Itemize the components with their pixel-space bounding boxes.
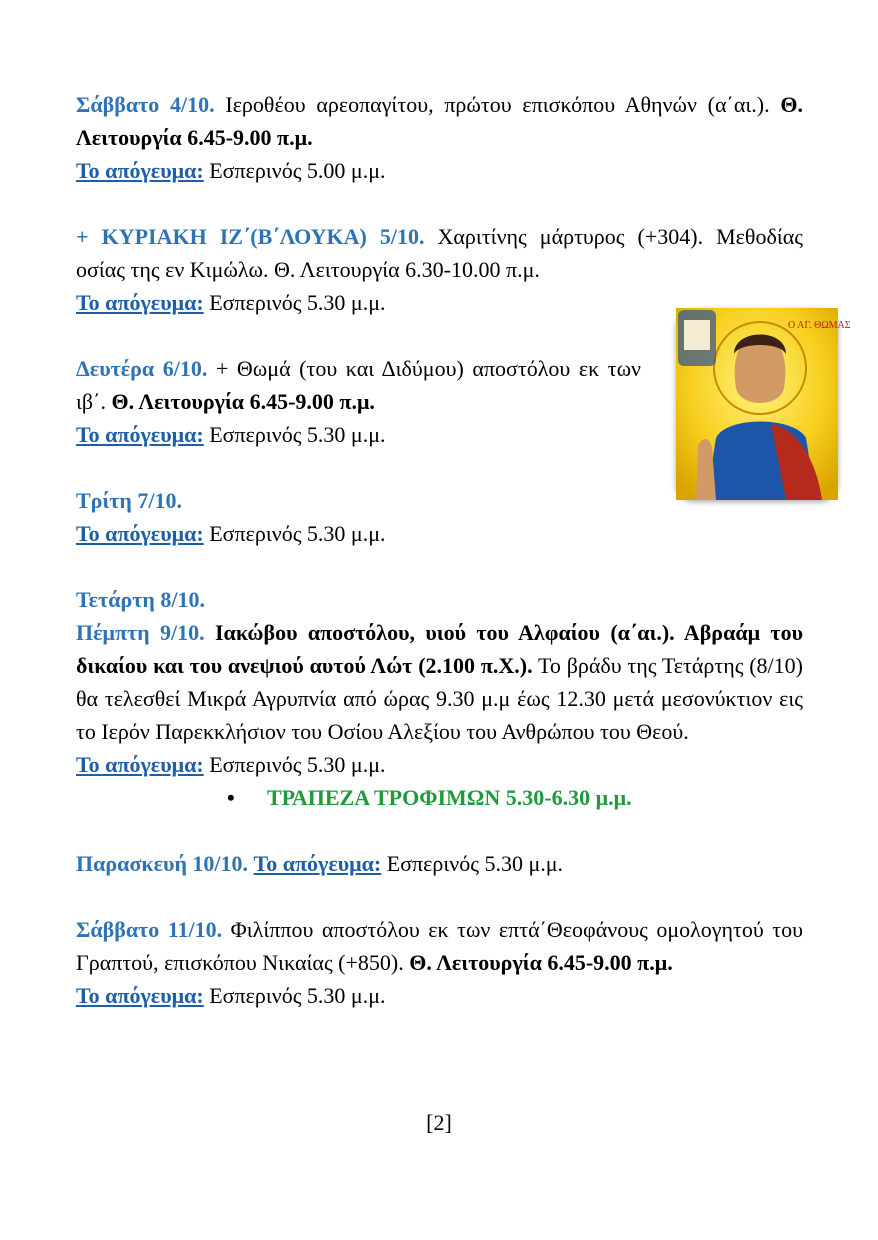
- entry-friday-10-10: [76, 847, 803, 880]
- day-heading: Παρασκευή 10/10.: [76, 851, 249, 876]
- bullet-dot-icon: •: [227, 785, 235, 810]
- food-bank-bullet: [76, 781, 803, 814]
- saint-thomas-icon-image: [676, 308, 851, 500]
- entry-text: Φιλίππου αποστόλου εκ των επτά΄Θεοφάνους ομολογητού του Γραπτού, επισκόπου Νικαίας (+850).: [76, 917, 803, 975]
- vespers-time: Εσπερινός 5.30 μ.μ.: [209, 752, 386, 777]
- food-bank-text: ΤΡΑΠΕΖΑ ΤΡΟΦΙΜΩΝ 5.30-6.30 μ.μ.: [267, 785, 632, 810]
- day-heading-thursday: Πέμπτη 9/10.: [76, 620, 205, 645]
- day-heading: Σάββατο 4/10.: [76, 92, 215, 117]
- liturgy-time: Θ. Λειτουργία 6.45-9.00 π.μ.: [409, 950, 673, 975]
- page-number: [2]: [426, 1110, 452, 1135]
- liturgy-time: Θ. Λειτουργία 6.45-9.00 π.μ.: [111, 389, 375, 414]
- day-heading: Σάββατο 11/10.: [76, 917, 223, 942]
- afternoon-link[interactable]: Το απόγευμα:: [76, 290, 204, 315]
- vespers-time: Εσπερινός 5.00 μ.μ.: [209, 158, 386, 183]
- vespers-time: Εσπερινός 5.30 μ.μ.: [209, 422, 386, 447]
- afternoon-link[interactable]: Το απόγευμα:: [253, 851, 382, 876]
- entry-text: Χαριτίνης μάρτυρος (+304). Μεθοδίας οσίας της εν Κιμώλω. Θ. Λειτουργία 6.30-10.00 π.μ.: [76, 224, 803, 282]
- vespers-time: Εσπερινός 5.30 μ.μ.: [209, 983, 386, 1008]
- vespers-time: Εσπερινός 5.30 μ.μ.: [209, 521, 386, 546]
- afternoon-link[interactable]: Το απόγευμα:: [76, 422, 204, 447]
- afternoon-link[interactable]: Το απόγευμα:: [76, 983, 204, 1008]
- entry-bold-text: Ιακώβου αποστόλου, υιού του Αλφαίου (α΄αι.). Αβραάμ του δικαίου και του ανεψιού αυτού Λώτ (2.100 π.Χ.).: [76, 620, 803, 678]
- vespers-time: Εσπερινός 5.30 μ.μ.: [209, 290, 386, 315]
- entry-text: Ιεροθέου αρεοπαγίτου, πρώτου επισκόπου Αθηνών (α΄αι.).: [214, 92, 781, 117]
- entry-text: + Θωμά (του και Διδύμου) αποστόλου εκ των ιβ΄.: [76, 356, 641, 414]
- document-body: [76, 88, 803, 1045]
- day-heading-wednesday: Τετάρτη 8/10.: [76, 587, 206, 612]
- day-heading: + ΚΥΡΙΑΚΗ ΙΖ΄(Β΄ΛΟΥΚΑ) 5/10.: [76, 224, 425, 249]
- saint-icon-svg: [676, 308, 851, 500]
- liturgy-time: Θ. Λειτουργία 6.45-9.00 π.μ.: [76, 92, 804, 150]
- afternoon-link[interactable]: Το απόγευμα:: [76, 158, 204, 183]
- entry-text: Το βράδυ της Τετάρτης (8/10) θα τελεσθεί Μικρά Αγρυπνία από ώρας 9.30 μ.μ έως 12.30 μετά μεσονύκτιον εις το Ιερόν Παρεκκλήσιον του Οσίου Αλεξίου του Ανθρώπου του Θεού.: [76, 653, 803, 744]
- afternoon-link[interactable]: Το απόγευμα:: [76, 752, 204, 777]
- icon-inscription: Ο ΑΓ. ΘΩΜΑΣ: [788, 320, 851, 331]
- day-heading: Τρίτη 7/10.: [76, 488, 183, 513]
- day-heading: Δευτέρα 6/10.: [76, 356, 208, 381]
- entry-monday-6-10: [76, 352, 641, 451]
- entry-sunday-5-10: [76, 220, 803, 319]
- vespers-time: Εσπερινός 5.30 μ.μ.: [386, 851, 564, 876]
- entry-wednesday-thursday: [76, 583, 803, 814]
- entry-saturday-4-10: [76, 88, 803, 187]
- afternoon-link[interactable]: Το απόγευμα:: [76, 521, 204, 546]
- entry-saturday-11-10: [76, 913, 803, 1012]
